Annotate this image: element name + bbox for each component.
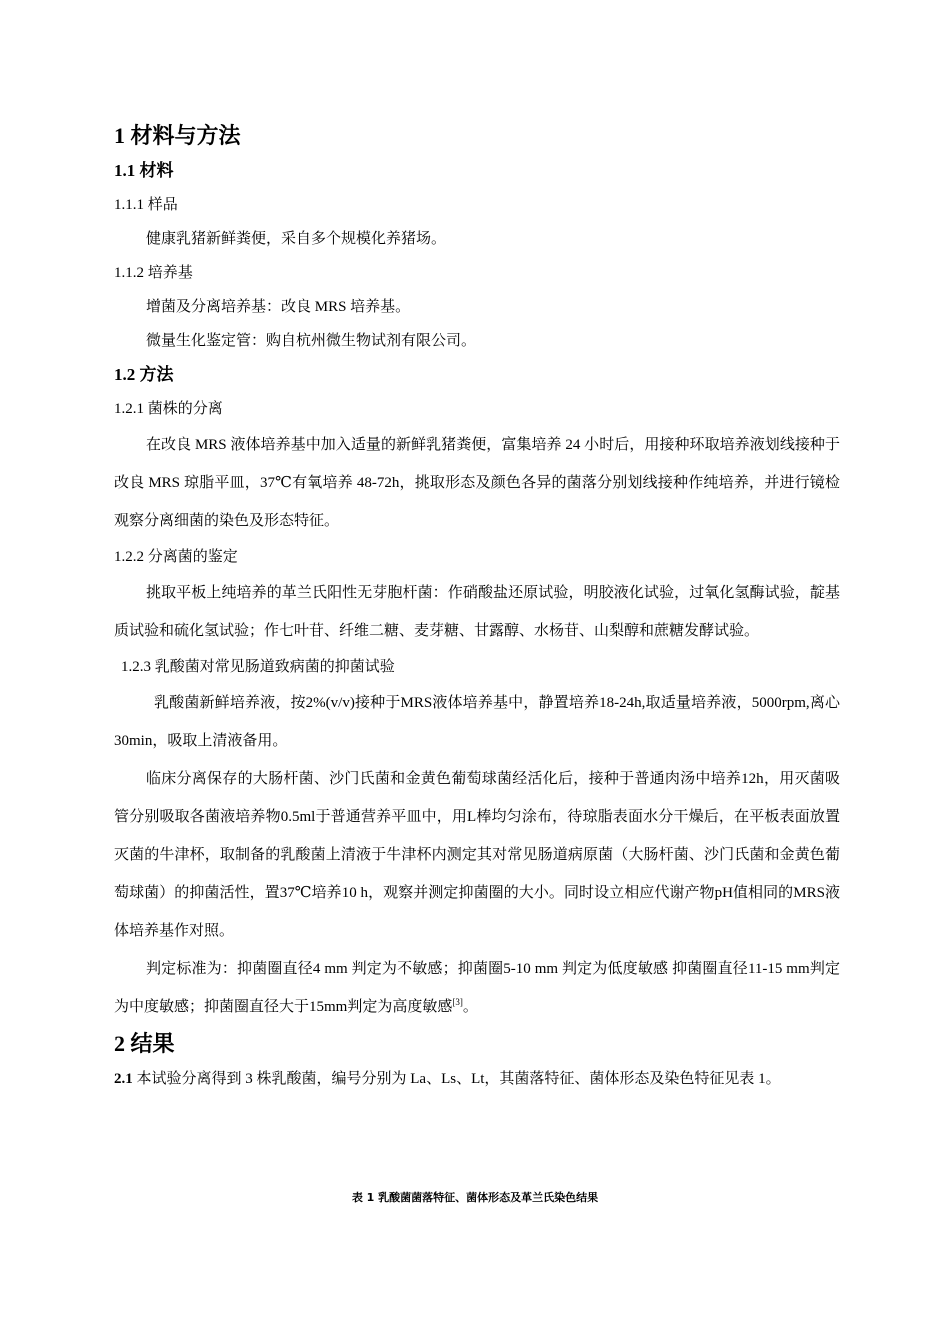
paragraph-medium-2: 微量生化鉴定管：购自杭州微生物试剂有限公司。 (146, 333, 477, 349)
subsubsection-heading-sample: 1.1.1 样品 (114, 197, 178, 213)
paragraph-criteria (114, 950, 840, 1026)
paragraph-inhibition-1: 乳酸菌新鲜培养液，按2%(v/v)接种于MRS液体培养基中，静置培养18-24h,取适量培养液，5000rpm,离心30min，吸取上清液备用。 (114, 695, 840, 749)
subsubsection-heading-identification: 1.2.2 分离菌的鉴定 (114, 549, 238, 565)
table-caption: 表 1 乳酸菌菌落特征、菌体形态及革兰氏染色结果 (351, 1191, 599, 1204)
subsubsection-heading-isolation: 1.2.1 菌株的分离 (114, 401, 223, 417)
paragraph-medium-1: 增菌及分离培养基：改良 MRS 培养基。 (146, 299, 411, 315)
subsubsection-heading-inhibition: 1.2.3 乳酸菌对常见肠道致病菌的抑菌试验 (121, 659, 395, 675)
section-heading-results: 2 结果 (114, 1031, 175, 1056)
paragraph-sample: 健康乳猪新鲜粪便，采自多个规模化养猪场。 (146, 231, 447, 247)
paragraph-identification: 挑取平板上纯培养的革兰氏阳性无芽胞杆菌：作硝酸盐还原试验，明胶液化试验，过氧化氢酶试验，靛基质试验和硫化氢试验；作七叶苷、纤维二糖、麦芽糖、甘露醇、水杨苷、山梨醇和蔗糖发酵试验。 (114, 585, 840, 639)
paragraph-result (114, 1062, 840, 1096)
subsubsection-heading-medium: 1.1.2 培养基 (114, 265, 193, 281)
paragraph-inhibition-2: 临床分离保存的大肠杆菌、沙门氏菌和金黄色葡萄球菌经活化后，接种于普通肉汤中培养12h，用灭菌吸管分别吸取各菌液培养物0.5ml于普通营养平皿中，用L棒均匀涂布，待琼脂表面水分干燥后，在平板表面放置灭菌的牛津杯，取制备的乳酸菌上清液于牛津杯内测定其对常见肠道病原菌（大肠杆菌、沙门氏菌和金黄色葡萄球菌）的抑菌活性，置37℃培养10 h，观察并测定抑菌圈的大小。同时设立相应代谢产物pH值相同的MRS液体培养基作对照。 (114, 771, 840, 939)
citation-ref: [3] (452, 997, 463, 1007)
paper-body (114, 118, 840, 1096)
criteria-end: 。 (462, 999, 478, 1015)
result-text: 本试验分离得到 3 株乳酸菌，编号分别为 La、Ls、Lt，其菌落特征、菌体形态及染色特征见表 1。 (132, 1071, 781, 1087)
result-label: 2.1 (114, 1071, 133, 1087)
subsection-heading-materials: 1.1 材料 (114, 161, 174, 180)
criteria-text: 判定标准为：抑菌圈直径4 mm 判定为不敏感；抑菌圈5-10 mm 判定为低度敏感 抑菌圈直径11-15 mm判定为中度敏感；抑菌圈直径大于15mm判定为高度敏感 (114, 961, 840, 1015)
section-heading-materials-methods: 1 材料与方法 (114, 123, 241, 148)
subsection-heading-methods: 1.2 方法 (114, 365, 174, 384)
paragraph-isolation: 在改良 MRS 液体培养基中加入适量的新鲜乳猪粪便，富集培养 24 小时后，用接种环取培养液划线接种于改良 MRS 琼脂平皿，37℃有氧培养 48-72h，挑取形态及颜色各异的菌落分别划线接种作纯培养，并进行镜检观察分离细菌的染色及形态特征。 (114, 437, 840, 529)
